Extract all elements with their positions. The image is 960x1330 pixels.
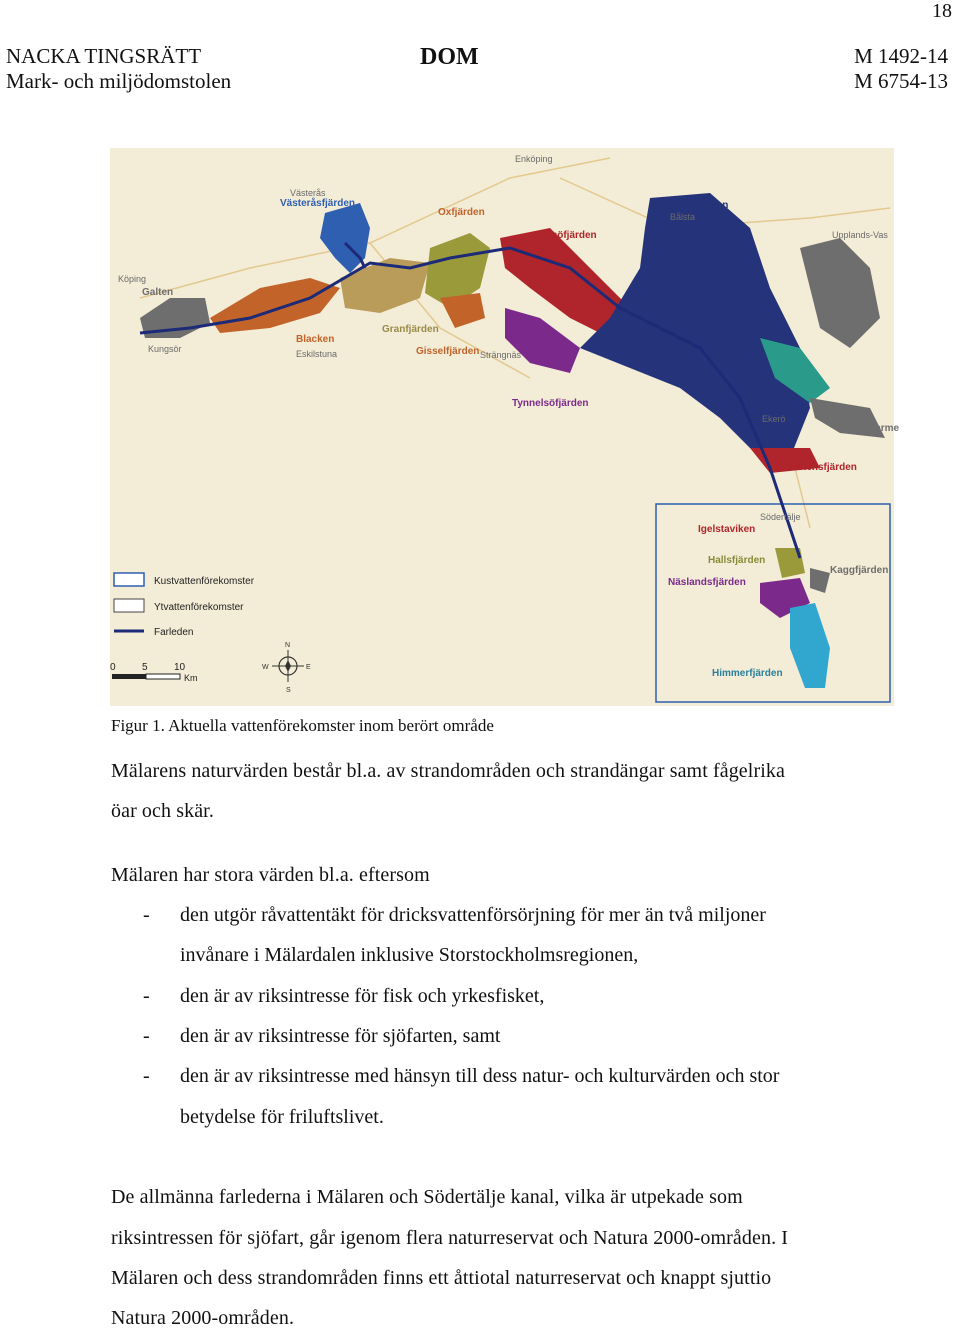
label-langtarmen: Långtarme <box>848 423 900 434</box>
label-tynnelsofjarden: Tynnelsöfjärden <box>512 398 589 409</box>
legend-coastal-label: Kustvattenförekomster <box>154 576 255 587</box>
label-naslandsfjarden: Näslandsfjärden <box>668 577 746 588</box>
para3-line2: riksintressen för sjöfart, går igenom flera naturreservat och Natura 2000-områden. I <box>111 1227 789 1249</box>
scale-segment-1 <box>112 674 146 679</box>
compass-e: E <box>306 664 311 671</box>
label-rodstensfjarden: Rödstensfjärden <box>778 462 857 473</box>
place-kungsor: Kungsör <box>148 344 182 354</box>
compass-w: W <box>262 664 269 671</box>
place-ekero: Ekerö <box>762 414 786 424</box>
compass-n: N <box>285 642 291 649</box>
label-igelstaviken: Igelstaviken <box>698 524 756 535</box>
scale-ten: 10 <box>174 662 186 673</box>
label-oxfjarden: Oxfjärden <box>438 207 485 218</box>
bullet-1-line2: invånare i Mälardalen inklusive Storstockholmsregionen, <box>180 944 639 966</box>
scale-zero: 0 <box>110 662 116 673</box>
place-sodertalje: Södertälje <box>760 512 801 522</box>
legend-fairway-label: Farleden <box>154 627 194 638</box>
place-enkoping: Enköping <box>515 154 553 164</box>
bullet-dash-1: - <box>143 904 150 926</box>
place-koping: Köping <box>118 274 147 284</box>
bullet-1-line1: den utgör råvattentäkt för dricksvattenförsörjning för mer än två miljoner <box>180 904 766 926</box>
bullet-dash-4: - <box>143 1065 150 1087</box>
bullet-4-line1: den är av riksintresse med hänsyn till dess natur- och kulturvärden och stor <box>180 1065 780 1087</box>
case-number-2: M 6754-13 <box>854 69 948 93</box>
para1-line1: Mälarens naturvärden består bl.a. av strandområden och strandängar samt fågelrika <box>111 760 785 782</box>
label-gisselfjarden: Gisselfjärden <box>416 346 480 357</box>
label-prastfjarden: Prästfjärden <box>670 200 729 211</box>
label-galten: Galten <box>142 287 174 298</box>
para3-line1: De allmänna farlederna i Mälaren och Södertälje kanal, vilka är utpekade som <box>111 1186 743 1208</box>
label-vasterasfjarden: Västeråsfjärden <box>280 198 356 209</box>
para2-intro: Mälaren har stora värden bl.a. eftersom <box>111 864 430 886</box>
figure-caption: Figur 1. Aktuella vattenförekomster inom berört område <box>111 716 494 735</box>
label-gorvaln: Görväln <box>813 280 851 291</box>
place-strangnas: Strängnäs <box>480 350 522 360</box>
label-kaggfjarden: Kaggfjärden <box>830 565 889 576</box>
para1-line2: öar och skär. <box>111 800 214 822</box>
para3-line4: Natura 2000-områden. <box>111 1307 295 1329</box>
label-himmerfjarden: Himmerfjärden <box>712 668 783 679</box>
label-granfjarden: Granfjärden <box>382 324 439 335</box>
bullet-4-line2: betydelse för friluftslivet. <box>180 1106 384 1128</box>
legend-surface-label: Ytvattenförekomster <box>154 602 244 613</box>
scale-five: 5 <box>142 662 148 673</box>
bullet-dash-3: - <box>143 1025 150 1047</box>
case-number-1: M 1492-14 <box>854 44 948 68</box>
para3-line3: Mälaren och dess strandområden finns ett åttiotal naturreservat och knappt sjuttio <box>111 1267 772 1289</box>
bullet-2: den är av riksintresse för fisk och yrkesfisket, <box>180 985 545 1007</box>
court-name: NACKA TINGSRÄTT <box>6 44 202 68</box>
document-type: DOM <box>420 44 479 70</box>
label-blacken: Blacken <box>296 334 335 345</box>
page-number: 18 <box>932 0 952 22</box>
place-balsta: Bålsta <box>670 212 696 222</box>
place-upplands-vasby: Upplands-Vas <box>832 230 888 240</box>
place-vasteras: Västerås <box>290 188 326 198</box>
court-department: Mark- och miljödomstolen <box>6 69 232 93</box>
scale-segment-2 <box>146 674 180 679</box>
label-hallsfjarden: Hallsfjärden <box>708 555 766 566</box>
place-eskilstuna: Eskilstuna <box>296 349 338 359</box>
header-right <box>854 44 948 94</box>
legend-surface-swatch <box>114 599 144 612</box>
label-arnofjarden: Arnöfjärden <box>540 230 597 241</box>
bullet-dash-2: - <box>143 985 150 1007</box>
bullet-3: den är av riksintresse för sjöfarten, samt <box>180 1025 501 1047</box>
compass-s: S <box>286 687 291 694</box>
scale-unit: Km <box>184 673 198 683</box>
legend-coastal-swatch <box>114 573 144 586</box>
header-left <box>6 44 231 94</box>
water-bodies-map <box>110 148 900 706</box>
